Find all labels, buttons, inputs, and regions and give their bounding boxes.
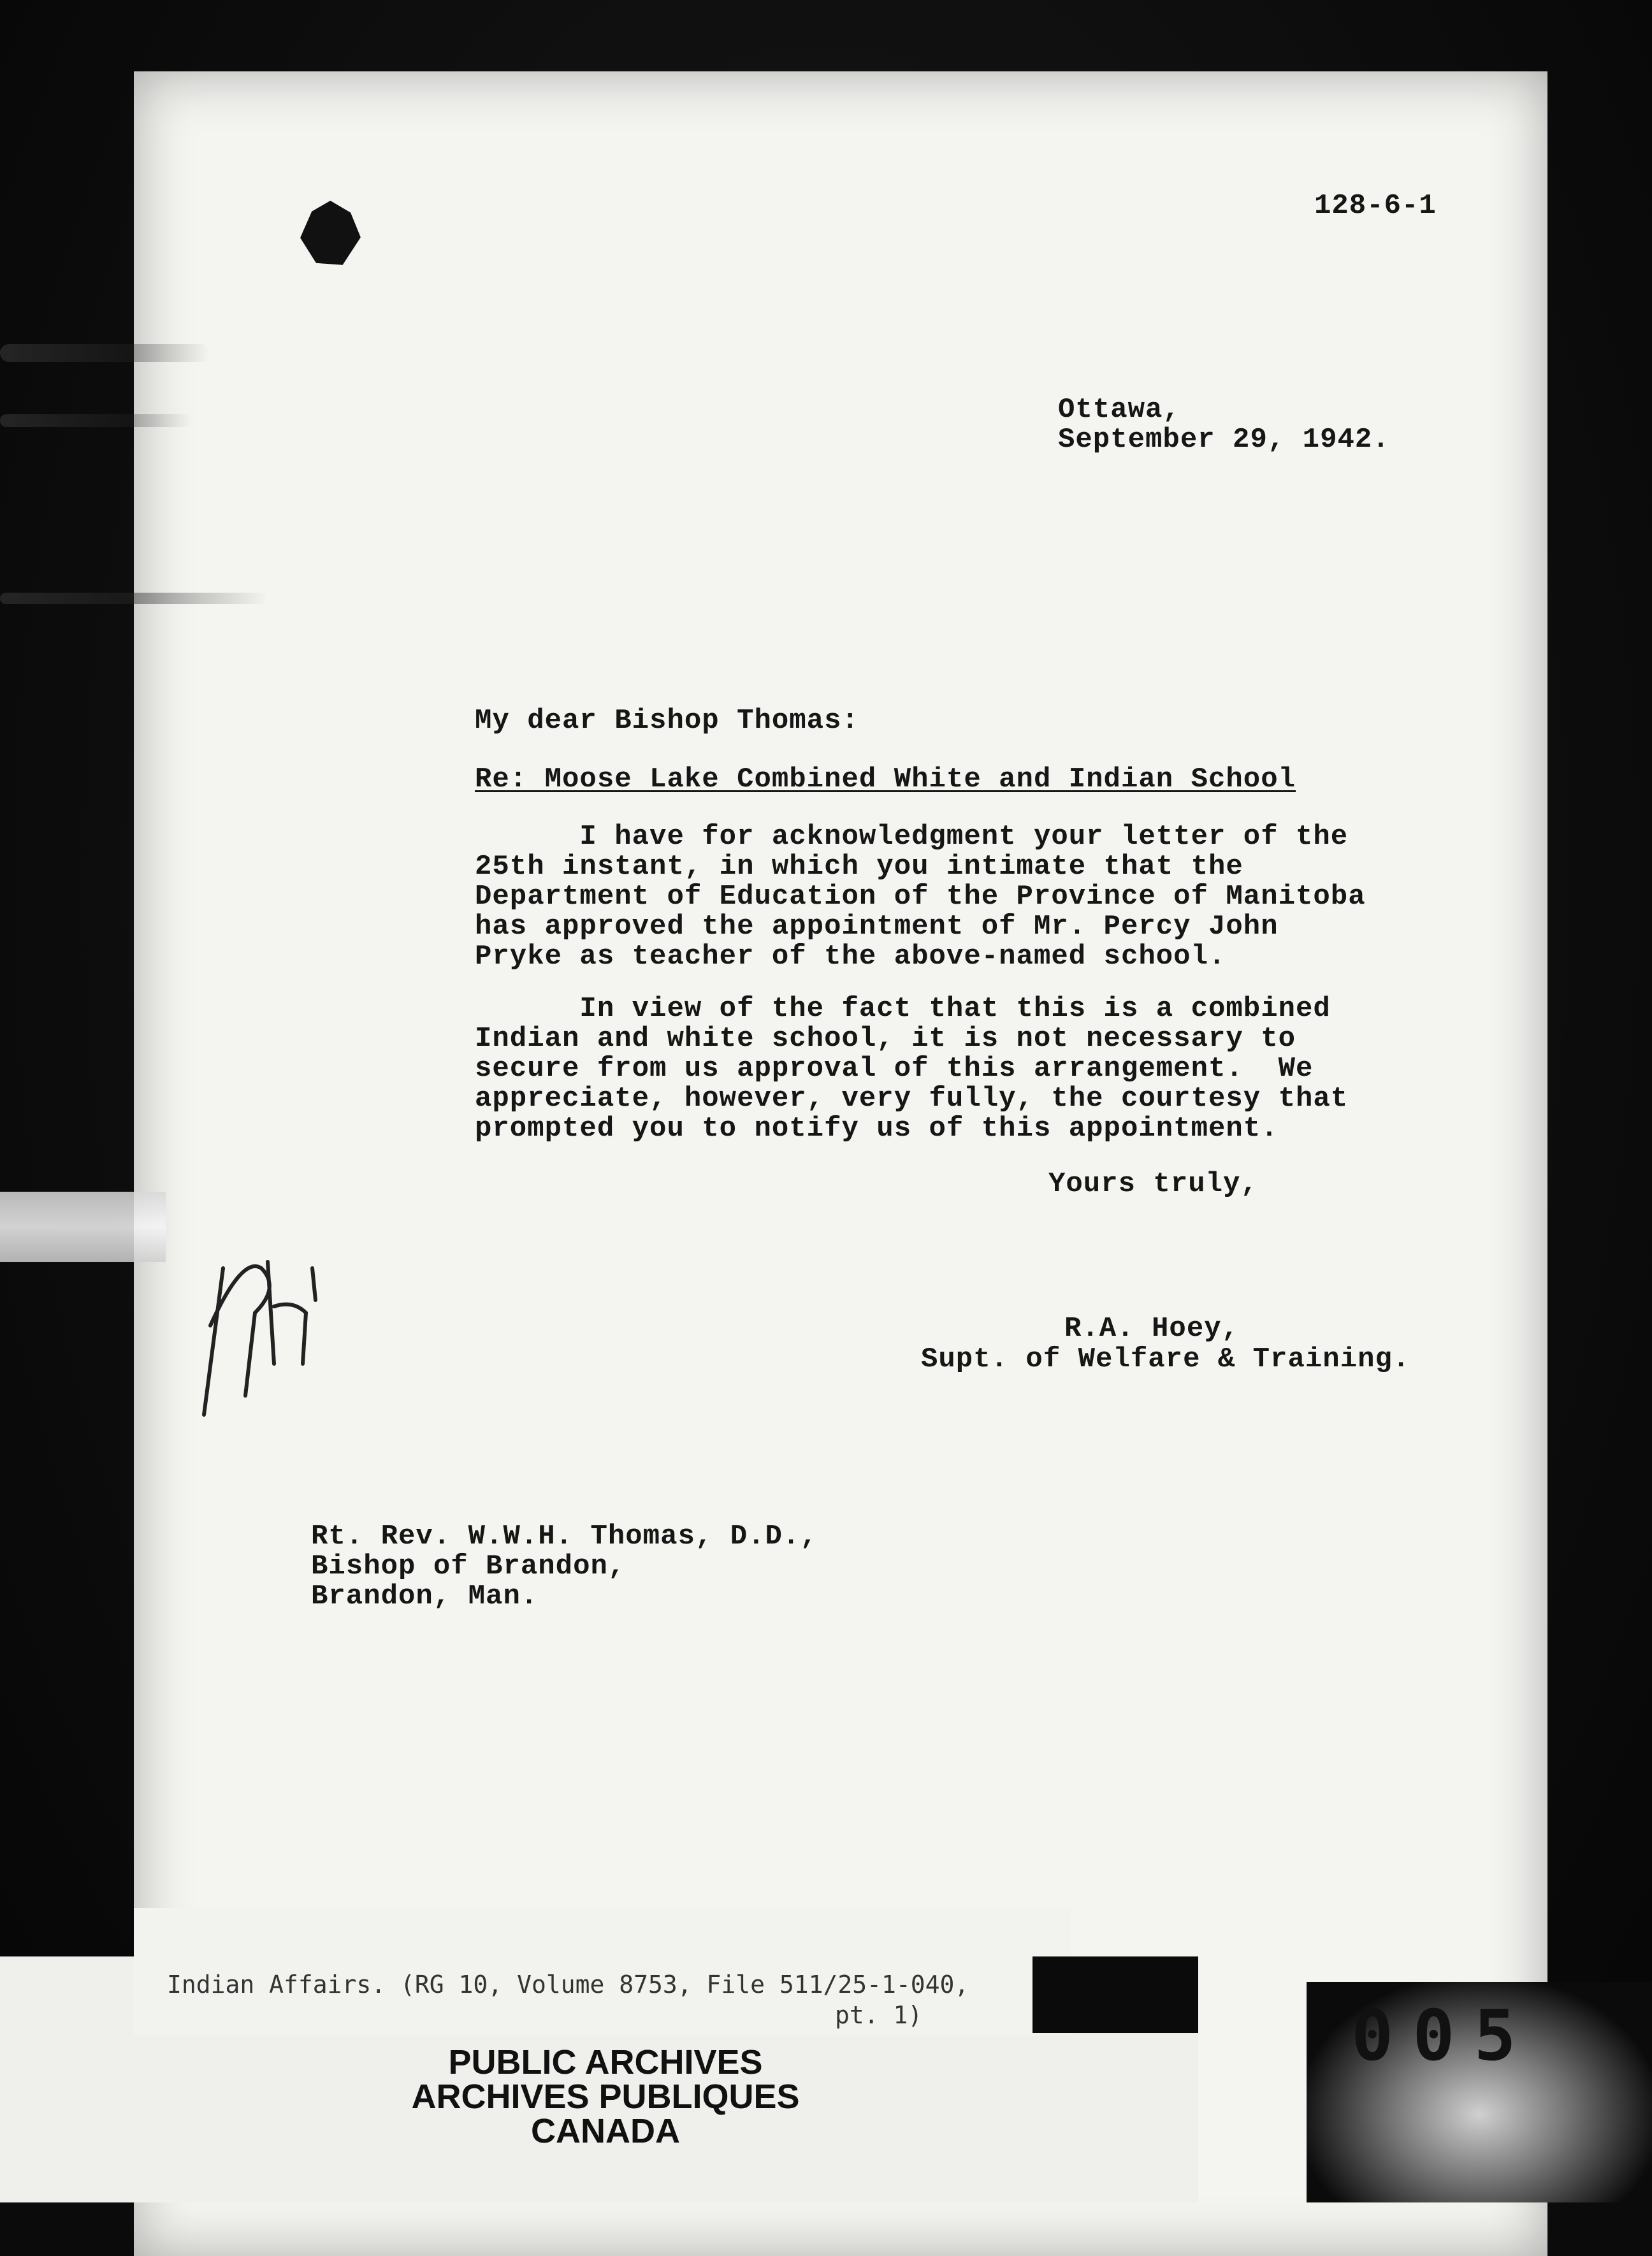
frame-number: 005 bbox=[1351, 1995, 1535, 2076]
tape-mark bbox=[0, 1192, 166, 1262]
institution-country: CANADA bbox=[531, 2112, 680, 2150]
signer-name: R.A. Hoey, bbox=[1064, 1313, 1240, 1345]
handwritten-initials bbox=[185, 1230, 325, 1421]
recipient-address: Rt. Rev. W.W.H. Thomas, D.D., Bishop of Brandon, Brandon, Man. bbox=[311, 1521, 818, 1612]
closing: Yours truly, bbox=[1048, 1168, 1258, 1200]
archive-citation: Indian Affairs. (RG 10, Volume 8753, File 511/25-1-040, bbox=[167, 1970, 969, 1999]
archive-citation-part: pt. 1) bbox=[835, 2001, 923, 2029]
signer-title: Supt. of Welfare & Training. bbox=[921, 1343, 1410, 1375]
body-paragraph-1: I have for acknowledgment your letter of the 25th instant, in which you intimate that the Department of Education of the Province of Manitoba has approved the appointment of Mr. Percy John Pryke as teacher of the above-named school. bbox=[475, 821, 1366, 973]
subject-line: Re: Moose Lake Combined White and Indian School bbox=[475, 763, 1296, 795]
salutation: My dear Bishop Thomas: bbox=[475, 705, 859, 737]
institution-french: ARCHIVES PUBLIQUES bbox=[411, 2078, 800, 2116]
letter-date: September 29, 1942. bbox=[1058, 424, 1390, 456]
label-notch bbox=[1032, 1956, 1198, 2033]
film-smear bbox=[0, 593, 268, 604]
film-smear bbox=[0, 414, 191, 427]
body-paragraph-2: In view of the fact that this is a combined Indian and white school, it is not necessary to secure from us approval of this arrangement. We appreciate, however, very fully, the courtesy that prompted you to notify us of this appointment. bbox=[475, 993, 1349, 1145]
letter-place: Ottawa, bbox=[1058, 394, 1180, 426]
film-smear bbox=[0, 344, 210, 362]
file-reference: 128-6-1 bbox=[1314, 190, 1437, 222]
institution-english: PUBLIC ARCHIVES bbox=[448, 2043, 763, 2081]
